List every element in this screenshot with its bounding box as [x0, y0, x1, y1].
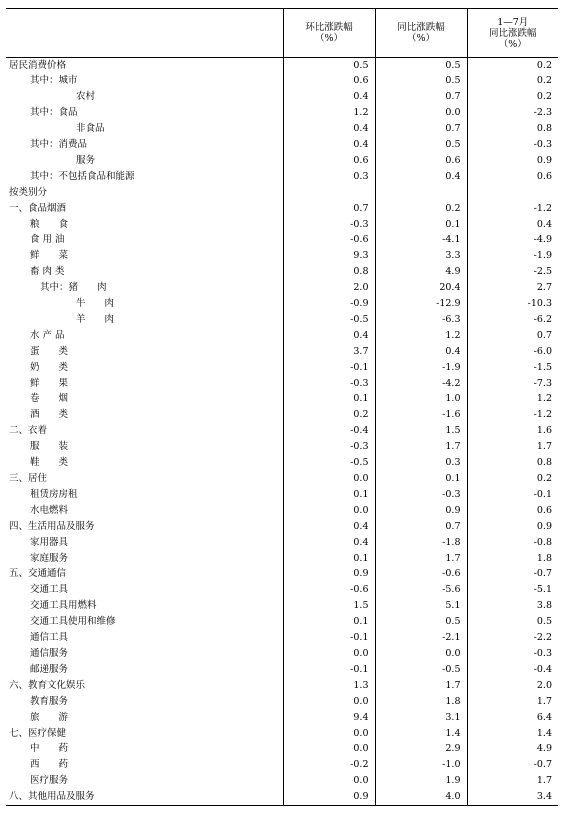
- row-mom-value: 0.6: [283, 153, 375, 169]
- row-mom-value: 1.3: [283, 678, 375, 694]
- row-yoy-value: 0.7: [375, 121, 467, 137]
- row-ytd-value: 0.7: [467, 328, 558, 344]
- row-yoy-value: 0.1: [375, 217, 467, 233]
- row-ytd-value: -0.1: [467, 487, 558, 503]
- table-row: [6, 392, 558, 408]
- row-yoy-value: 1.9: [375, 773, 467, 789]
- row-label: 奶 类: [30, 361, 69, 373]
- row-yoy-value: -1.6: [375, 407, 467, 423]
- row-mom-value: -0.9: [283, 296, 375, 312]
- row-label: 三、居住: [9, 473, 48, 485]
- row-mom-value: 9.3: [283, 248, 375, 264]
- row-label: 按类别分: [9, 186, 48, 198]
- row-ytd-value: 1.7: [467, 694, 558, 710]
- header-ytd-line1: 1—7月: [497, 16, 529, 28]
- row-mom-value: 0.2: [283, 407, 375, 423]
- row-yoy-value: 3.3: [375, 248, 467, 264]
- row-ytd-value: 0.9: [467, 153, 558, 169]
- table-row: [6, 662, 558, 678]
- table-row: [6, 296, 558, 312]
- row-yoy-value: 0.9: [375, 503, 467, 519]
- row-mom-value: -0.2: [283, 757, 375, 773]
- row-ytd-value: -10.3: [467, 296, 558, 312]
- table-row: [6, 741, 558, 757]
- row-mom-value: -0.5: [283, 455, 375, 471]
- row-mom-value: 3.7: [283, 344, 375, 360]
- row-ytd-value: -0.3: [467, 137, 558, 153]
- row-mom-value: 9.4: [283, 710, 375, 726]
- row-ytd-value: 1.8: [467, 551, 558, 567]
- row-label: 通信服务: [30, 647, 69, 659]
- row-label: 六、教育文化娱乐: [9, 679, 86, 691]
- row-mom-value: -0.4: [283, 423, 375, 439]
- row-label: 一、食品烟酒: [9, 202, 67, 214]
- row-label: 交通工具用燃料: [30, 600, 97, 612]
- row-label: 非食品: [76, 123, 105, 135]
- row-yoy-value: 4.9: [375, 264, 467, 280]
- row-label: 教育服务: [30, 695, 69, 707]
- row-yoy-value: 5.1: [375, 598, 467, 614]
- table-row: [6, 312, 558, 328]
- row-yoy-value: 0.6: [375, 153, 467, 169]
- table-row: [6, 344, 558, 360]
- row-ytd-value: 6.4: [467, 710, 558, 726]
- row-mom-value: 0.9: [283, 789, 375, 805]
- row-label: 水电燃料: [30, 504, 69, 516]
- row-mom-value: -0.6: [283, 232, 375, 248]
- row-mom-value: 0.1: [283, 614, 375, 630]
- table-row: [6, 582, 558, 598]
- table-row: [6, 503, 558, 519]
- row-mom-value: 0.3: [283, 169, 375, 185]
- table-row: [6, 789, 558, 805]
- table-row: [6, 726, 558, 742]
- table-row: [6, 630, 558, 646]
- row-ytd-value: -6.0: [467, 344, 558, 360]
- row-yoy-value: -0.6: [375, 567, 467, 583]
- row-mom-value: 0.6: [283, 73, 375, 89]
- row-ytd-value: 1.7: [467, 773, 558, 789]
- row-yoy-value: -1.9: [375, 360, 467, 376]
- table-row: [6, 89, 558, 105]
- row-mom-value: 0.1: [283, 487, 375, 503]
- row-yoy-value: 0.3: [375, 455, 467, 471]
- row-ytd-value: -0.8: [467, 535, 558, 551]
- row-mom-value: 0.0: [283, 694, 375, 710]
- row-mom-value: -0.5: [283, 312, 375, 328]
- row-ytd-value: -2.2: [467, 630, 558, 646]
- table-row: [6, 280, 558, 296]
- table-row: [6, 598, 558, 614]
- row-ytd-value: 0.6: [467, 169, 558, 185]
- table-row: [6, 614, 558, 630]
- row-yoy-value: -0.5: [375, 662, 467, 678]
- row-ytd-value: 2.0: [467, 678, 558, 694]
- row-mom-value: 0.0: [283, 646, 375, 662]
- table-row: [6, 519, 558, 535]
- row-ytd-value: -1.5: [467, 360, 558, 376]
- table-row: [6, 58, 558, 74]
- row-label: 家庭服务: [30, 552, 69, 564]
- row-label: 其中：猪 肉: [40, 282, 107, 294]
- row-mom-value: 0.5: [283, 58, 375, 74]
- row-yoy-value: -5.6: [375, 582, 467, 598]
- row-label: 蛋 类: [30, 345, 69, 357]
- table-row: [6, 423, 558, 439]
- header-mom-line2: （%）: [314, 33, 344, 44]
- table-row: [6, 201, 558, 217]
- table-row: [6, 248, 558, 264]
- header-mom-line1: 环比涨跌幅: [305, 22, 353, 33]
- row-label: 其中：城市: [30, 75, 78, 87]
- row-mom-value: 0.4: [283, 535, 375, 551]
- row-label: 畜 肉 类: [30, 266, 65, 278]
- header-yoy-line2: （%）: [406, 33, 436, 44]
- row-yoy-value: -1.8: [375, 535, 467, 551]
- row-mom-value: 1.5: [283, 598, 375, 614]
- row-ytd-value: 0.5: [467, 614, 558, 630]
- row-ytd-value: -0.7: [467, 567, 558, 583]
- row-ytd-value: 0.8: [467, 121, 558, 137]
- row-ytd-value: -6.2: [467, 312, 558, 328]
- row-label: 鞋 类: [30, 457, 69, 469]
- row-mom-value: -0.6: [283, 582, 375, 598]
- row-yoy-value: 1.5: [375, 423, 467, 439]
- row-yoy-value: 0.4: [375, 344, 467, 360]
- row-yoy-value: 2.9: [375, 741, 467, 757]
- row-ytd-value: 1.2: [467, 392, 558, 408]
- row-yoy-value: 20.4: [375, 280, 467, 296]
- row-ytd-value: 0.6: [467, 503, 558, 519]
- row-ytd-value: -2.3: [467, 105, 558, 121]
- row-yoy-value: 0.5: [375, 58, 467, 74]
- row-yoy-value: 0.7: [375, 89, 467, 105]
- row-ytd-value: -0.3: [467, 646, 558, 662]
- row-yoy-value: 1.0: [375, 392, 467, 408]
- row-ytd-value: -1.9: [467, 248, 558, 264]
- row-mom-value: 0.4: [283, 89, 375, 105]
- cpi-table: [6, 8, 558, 806]
- row-ytd-value: 3.8: [467, 598, 558, 614]
- header-ytd-line3: （%）: [498, 38, 527, 50]
- row-label: 服务: [76, 154, 96, 166]
- row-label: 八、其他用品及服务: [6, 789, 283, 805]
- row-yoy-value: 1.7: [375, 439, 467, 455]
- row-label: 牛 肉: [76, 298, 115, 310]
- table-row: [6, 439, 558, 455]
- row-label: 租赁房房租: [30, 488, 78, 500]
- row-label: 交通工具: [30, 584, 69, 596]
- row-ytd-value: 0.2: [467, 58, 558, 74]
- table-body: [6, 58, 558, 806]
- row-mom-value: 0.0: [283, 726, 375, 742]
- row-mom-value: 0.4: [283, 328, 375, 344]
- row-mom-value: 0.4: [283, 137, 375, 153]
- row-label: 邮递服务: [30, 663, 69, 675]
- row-mom-value: [283, 185, 375, 201]
- table-row: [6, 694, 558, 710]
- row-yoy-value: 0.0: [375, 105, 467, 121]
- row-ytd-value: 4.9: [467, 741, 558, 757]
- row-label: 五、交通通信: [9, 568, 67, 580]
- row-mom-value: 0.0: [283, 503, 375, 519]
- row-label: 七、医疗保健: [9, 727, 67, 739]
- row-ytd-value: 0.8: [467, 455, 558, 471]
- row-ytd-value: -0.4: [467, 662, 558, 678]
- row-ytd-value: -1.2: [467, 407, 558, 423]
- row-yoy-value: 3.1: [375, 710, 467, 726]
- row-yoy-value: 1.2: [375, 328, 467, 344]
- row-ytd-value: 3.4: [467, 789, 558, 805]
- row-ytd-value: 1.7: [467, 439, 558, 455]
- row-ytd-value: [467, 185, 558, 201]
- row-mom-value: -0.1: [283, 662, 375, 678]
- table-header: [6, 9, 558, 58]
- row-ytd-value: -2.5: [467, 264, 558, 280]
- row-yoy-value: 0.0: [375, 646, 467, 662]
- table-row: [6, 217, 558, 233]
- row-yoy-value: 4.0: [375, 789, 467, 805]
- row-yoy-value: -12.9: [375, 296, 467, 312]
- row-label: 鲜 菜: [30, 250, 69, 262]
- table-row: [6, 535, 558, 551]
- row-yoy-value: 0.5: [375, 614, 467, 630]
- header-item-col: [6, 9, 283, 58]
- row-ytd-value: 0.9: [467, 519, 558, 535]
- row-ytd-value: 0.2: [467, 471, 558, 487]
- row-mom-value: -0.3: [283, 376, 375, 392]
- row-label: 粮 食: [30, 218, 69, 230]
- row-label: 二、衣着: [9, 425, 48, 437]
- row-yoy-value: 1.7: [375, 551, 467, 567]
- row-yoy-value: [375, 185, 467, 201]
- row-label: 食 用 油: [30, 234, 65, 246]
- table-row: [6, 185, 558, 201]
- row-yoy-value: -6.3: [375, 312, 467, 328]
- row-label: 其中：不包括食品和能源: [30, 170, 135, 182]
- row-yoy-value: -2.1: [375, 630, 467, 646]
- header-mom: [283, 9, 375, 58]
- row-ytd-value: -0.7: [467, 757, 558, 773]
- row-yoy-value: 1.4: [375, 726, 467, 742]
- row-mom-value: 0.4: [283, 519, 375, 535]
- row-yoy-value: 1.7: [375, 678, 467, 694]
- row-label: 家用器具: [30, 536, 69, 548]
- row-mom-value: 0.8: [283, 264, 375, 280]
- table-row: [6, 455, 558, 471]
- row-ytd-value: 1.6: [467, 423, 558, 439]
- row-ytd-value: -4.9: [467, 232, 558, 248]
- header-ytd: [467, 9, 558, 58]
- row-yoy-value: -4.2: [375, 376, 467, 392]
- row-mom-value: -0.1: [283, 360, 375, 376]
- row-label: 羊 肉: [76, 313, 115, 325]
- header-ytd-line2: 同比涨跌幅: [488, 27, 537, 39]
- table-row: [6, 328, 558, 344]
- row-yoy-value: 0.5: [375, 73, 467, 89]
- row-ytd-value: -7.3: [467, 376, 558, 392]
- row-label: 农村: [76, 91, 96, 103]
- row-label: 其中：食品: [30, 107, 78, 119]
- row-yoy-value: 1.8: [375, 694, 467, 710]
- table-row: [6, 169, 558, 185]
- row-ytd-value: -1.2: [467, 201, 558, 217]
- row-label: 通信工具: [30, 632, 69, 644]
- table-row: [6, 73, 558, 89]
- table-row: [6, 567, 558, 583]
- row-mom-value: -0.1: [283, 630, 375, 646]
- row-mom-value: -0.3: [283, 217, 375, 233]
- row-ytd-value: 0.2: [467, 73, 558, 89]
- row-ytd-value: 0.4: [467, 217, 558, 233]
- row-label: 四、生活用品及服务: [9, 520, 95, 532]
- table-row: [6, 773, 558, 789]
- row-mom-value: 0.4: [283, 121, 375, 137]
- row-mom-value: 0.0: [283, 773, 375, 789]
- row-yoy-value: -0.3: [375, 487, 467, 503]
- row-mom-value: 0.0: [283, 741, 375, 757]
- row-ytd-value: 0.2: [467, 89, 558, 105]
- row-label: 酒 类: [30, 409, 69, 421]
- row-label: 中 药: [30, 743, 69, 755]
- row-label: 交通工具使用和维修: [30, 616, 116, 628]
- row-label: 旅 游: [30, 711, 69, 723]
- table-row: [6, 487, 558, 503]
- row-yoy-value: -1.0: [375, 757, 467, 773]
- row-yoy-value: 0.1: [375, 471, 467, 487]
- row-label: 鲜 果: [30, 377, 69, 389]
- row-mom-value: 0.1: [283, 551, 375, 567]
- row-mom-value: 1.2: [283, 105, 375, 121]
- row-label: 其中：消费品: [30, 138, 88, 150]
- header-yoy-line1: 同比涨跌幅: [397, 22, 445, 33]
- table-row: [6, 153, 558, 169]
- table-row: [6, 678, 558, 694]
- row-label: 居民消费价格: [9, 59, 67, 71]
- table-row: [6, 121, 558, 137]
- row-yoy-value: 0.4: [375, 169, 467, 185]
- row-label: 服 装: [30, 441, 69, 453]
- row-label: 卷 烟: [30, 393, 69, 405]
- table-row: [6, 407, 558, 423]
- table-row: [6, 551, 558, 567]
- table-row: [6, 471, 558, 487]
- table-row: [6, 757, 558, 773]
- row-yoy-value: -4.1: [375, 232, 467, 248]
- row-yoy-value: 0.2: [375, 201, 467, 217]
- table-row: [6, 264, 558, 280]
- row-yoy-value: 0.7: [375, 519, 467, 535]
- row-mom-value: 0.9: [283, 567, 375, 583]
- row-label: 西 药: [30, 759, 69, 771]
- table-row: [6, 376, 558, 392]
- table-row: [6, 646, 558, 662]
- row-mom-value: 0.1: [283, 392, 375, 408]
- table-row: [6, 360, 558, 376]
- row-mom-value: 0.0: [283, 471, 375, 487]
- header-yoy: [375, 9, 467, 58]
- row-ytd-value: -5.1: [467, 582, 558, 598]
- row-mom-value: 0.7: [283, 201, 375, 217]
- row-ytd-value: 1.4: [467, 726, 558, 742]
- table-row: [6, 232, 558, 248]
- row-mom-value: -0.3: [283, 439, 375, 455]
- table-row: [6, 137, 558, 153]
- table-row: [6, 105, 558, 121]
- row-label: 水 产 品: [30, 329, 65, 341]
- table-row: [6, 710, 558, 726]
- row-ytd-value: 2.7: [467, 280, 558, 296]
- row-label: 医疗服务: [30, 775, 69, 787]
- row-mom-value: 2.0: [283, 280, 375, 296]
- row-yoy-value: 0.5: [375, 137, 467, 153]
